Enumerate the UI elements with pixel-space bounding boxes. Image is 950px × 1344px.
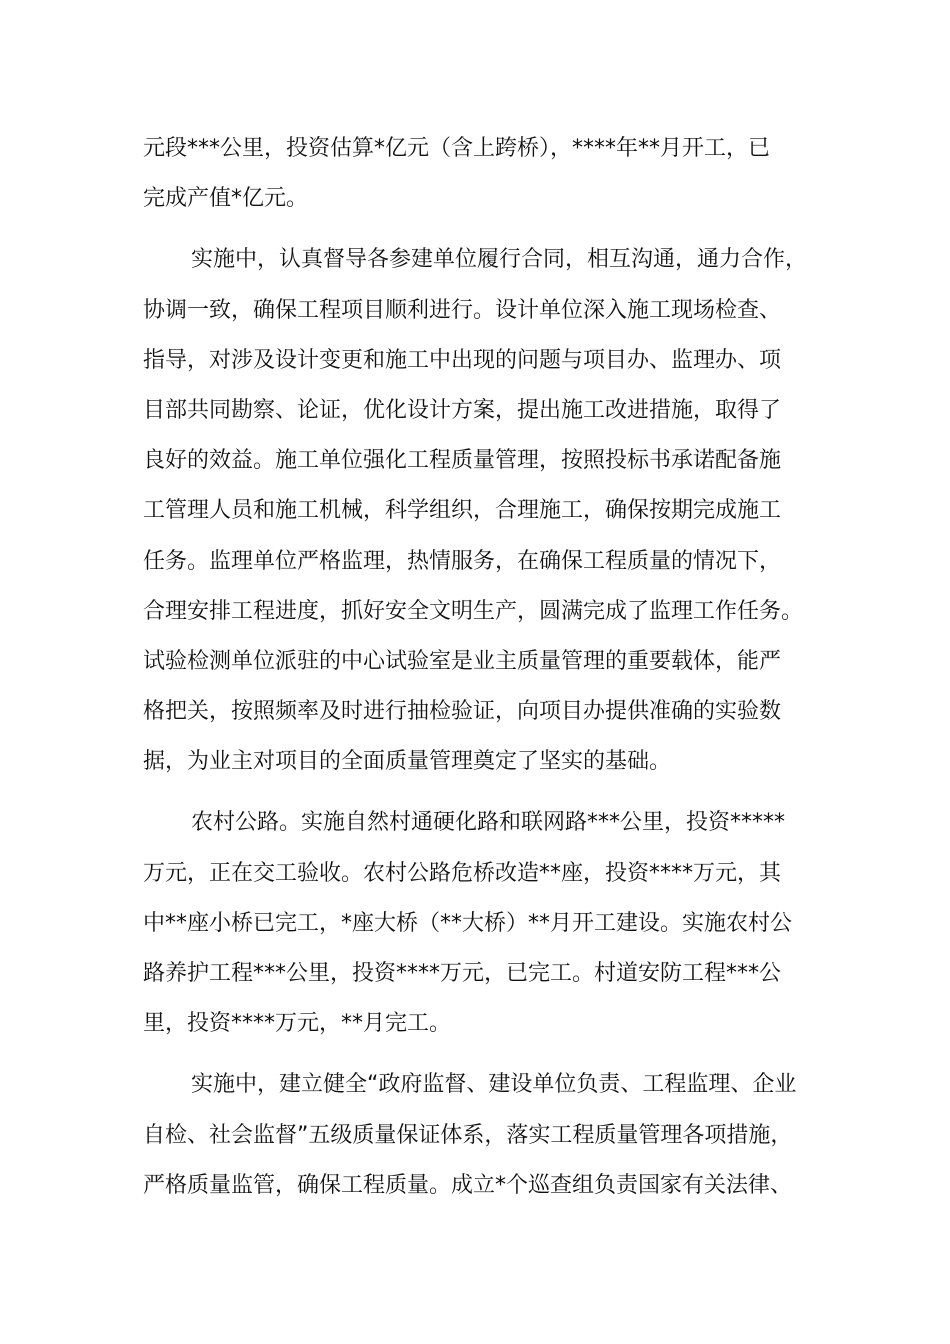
paragraph-3 <box>143 798 815 1049</box>
text-line: 实施中，建立健全“政府监督、建设单位负责、工程监理、企业 <box>191 1072 797 1098</box>
text-line: 中**座小桥已完工，*座大桥（**大桥）**月开工建设。实施农村公 <box>143 910 793 936</box>
text-line: 实施中，认真督导各参建单位履行合同，相互沟通，通力合作， <box>191 247 808 273</box>
text-line: 合理安排工程进度，抓好安全文明生产，圆满完成了监理工作任务。 <box>143 598 804 624</box>
text-line: 自检、社会监督”五级质量保证体系，落实工程质量管理各项措施， <box>143 1122 793 1148</box>
paragraph-4 <box>143 1060 815 1211</box>
text-line: 里，投资****万元，**月完工。 <box>143 1011 452 1037</box>
text-line: 协调一致，确保工程项目顺利进行。设计单位深入施工现场检查、 <box>143 297 782 323</box>
text-line: 任务。监理单位严格监理，热情服务，在确保工程质量的情况下， <box>143 548 782 574</box>
text-line: 路养护工程***公里，投资****万元，已完工。村道安防工程***公 <box>143 961 782 986</box>
paragraph-1 <box>143 124 815 224</box>
text-line: 农村公路。实施自然村通硬化路和联网路***公里，投资***** <box>191 810 786 836</box>
text-line: 目部共同勘察、论证，优化设计方案，提出施工改进措施，取得了 <box>143 397 782 423</box>
text-line: 完成产值*亿元。 <box>143 186 309 212</box>
text-line: 万元，正在交工验收。农村公路危桥改造**座，投资****万元，其 <box>143 860 782 886</box>
text-line: 据，为业主对项目的全面质量管理奠定了坚实的基础。 <box>143 749 672 775</box>
text-line: 格把关，按照频率及时进行抽检验证，向项目办提供准确的实验数 <box>143 699 782 725</box>
text-line: 工管理人员和施工机械，科学组织，合理施工，确保按期完成施工 <box>143 498 782 524</box>
text-line: 良好的效益。施工单位强化工程质量管理，按照投标书承诺配备施 <box>143 448 782 474</box>
paragraph-2 <box>143 235 815 787</box>
text-line: 试验检测单位派驻的中心试验室是业主质量管理的重要载体，能严 <box>143 648 782 674</box>
text-line: 严格质量监管，确保工程质量。成立*个巡查组负责国家有关法律、 <box>143 1172 793 1198</box>
text-line: 元段***公里，投资估算*亿元（含上跨桥），****年**月开工，已 <box>143 136 771 161</box>
document-body <box>143 124 815 1211</box>
text-line: 指导，对涉及设计变更和施工中出现的问题与项目办、监理办、项 <box>143 347 782 373</box>
